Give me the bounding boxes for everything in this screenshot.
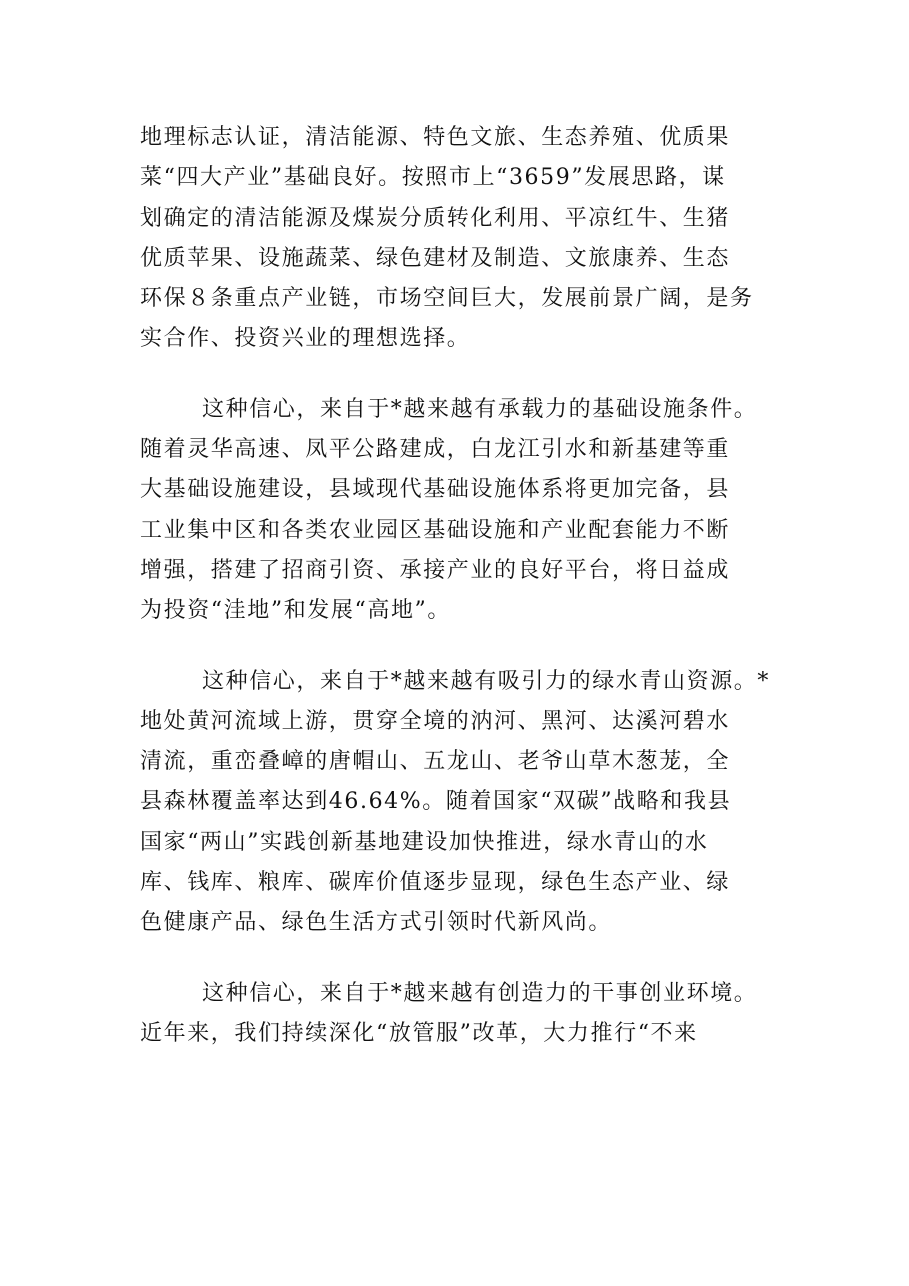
paragraph-line: 近年来，我们持续深化“放管服”改革，大力推行“不来: [140, 1020, 698, 1046]
paragraph-line: 国家“两山”实践创新基地建设加快推进，绿水青山的水: [140, 829, 709, 855]
paragraph-spacer: [140, 360, 772, 390]
paragraph-line: 县森林覆盖率达到46.64%。随着国家“双碳”战略和我县: [140, 789, 732, 815]
paragraph-2: [140, 390, 772, 632]
paragraph-line: 这种信心，来自于*越来越有承载力的基础设施条件。: [202, 396, 758, 422]
paragraph-spacer: [140, 632, 772, 662]
paragraph-line: 色健康产品、绿色生活方式引领时代新风尚。: [140, 910, 613, 936]
paragraph-line: 环保８条重点产业链，市场空间巨大，发展前景广阔，是务: [140, 286, 754, 312]
paragraph-line: 地理标志认证，清洁能源、特色文旅、生态养殖、优质果: [140, 125, 731, 150]
paragraph-spacer: [140, 944, 772, 974]
paragraph-1: [140, 118, 772, 360]
paragraph-line: 划确定的清洁能源及煤炭分质转化利用、平凉红牛、生猪: [140, 205, 731, 231]
paragraph-line: 这种信心，来自于*越来越有吸引力的绿水青山资源。*: [202, 668, 771, 694]
document-body: [140, 118, 772, 1054]
paragraph-line: 清流，重峦叠嶂的唐帽山、五龙山、老爷山草木葱茏，全: [140, 749, 731, 775]
paragraph-line: 大基础设施建设，县域现代基础设施体系将更加完备，县: [140, 477, 731, 503]
paragraph-line: 实合作、投资兴业的理想选择。: [140, 326, 471, 352]
paragraph-3: [140, 662, 772, 944]
paragraph-line: 库、钱库、粮库、碳库价值逐步显现，绿色生态产业、绿: [140, 870, 731, 896]
paragraph-line: 工业集中区和各类农业园区基础设施和产业配套能力不断: [140, 517, 731, 543]
paragraph-line: 这种信心，来自于*越来越有创造力的干事创业环境。: [202, 980, 758, 1006]
paragraph-line: 菜“四大产业”基础良好。按照市上“3659”发展思路，谋: [140, 165, 726, 191]
paragraph-line: 地处黄河流域上游，贯穿全境的汭河、黑河、达溪河碧水: [140, 708, 731, 734]
paragraph-line: 为投资“洼地”和发展“高地”。: [140, 598, 451, 624]
paragraph-line: 增强，搭建了招商引资、承接产业的良好平台，将日益成: [140, 557, 731, 583]
paragraph-line: 优质苹果、设施蔬菜、绿色建材及制造、文旅康养、生态: [140, 245, 731, 271]
paragraph-4: [140, 974, 772, 1055]
paragraph-line: 随着灵华高速、凤平公路建成，白龙江引水和新基建等重: [140, 437, 731, 463]
